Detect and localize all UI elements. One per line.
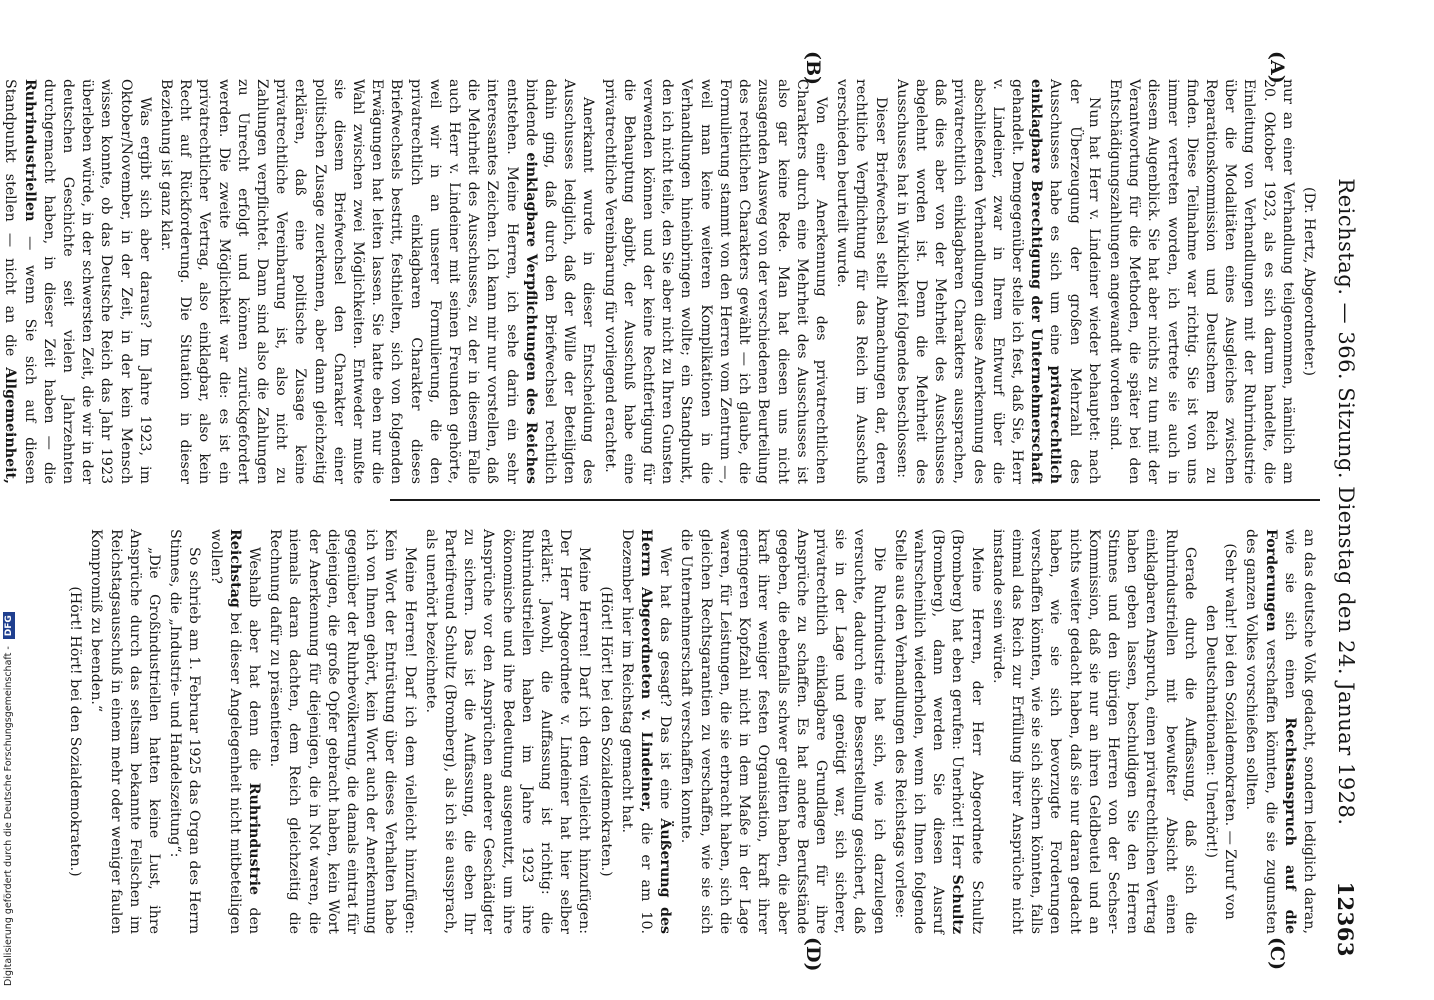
paragraph: Weshalb aber hat denn die Ruhrindustrie den Reichstag bei dieser Angelegenheit nicht mitbeteiligen wollen? <box>207 529 263 935</box>
margin-mark-c: (C) <box>1266 937 1288 971</box>
column-divider <box>390 499 1320 501</box>
paragraph: Gerade durch die Auffassung, daß sich die Ruhrindustriellen mit bewußter Absicht einen einklagbaren Anspruch, einen privatrechtlichen Vertrag haben geben lassen, beschuldigen Sie den Herren Stinnes und den übrigen Herren von der Sechser-Kommission, daß sie nur an ihren Geldbeutel und an nichts weiter gedacht haben, daß sie nur daran gedacht haben, wie sie sich bevorzugte Forderungen verschaffen könnten, wie sie sich sichern könnten, falls einmal das Reich zur Erfüllung ihrer Ansprüche nicht imstande sein würde. <box>989 529 1198 934</box>
interjection: (Hört! Hört! bei den Sozialdemokraten.) <box>597 586 614 877</box>
left-column <box>2 79 1318 484</box>
page-number: 12363 <box>1333 881 1358 957</box>
emphasis: Schultz <box>949 874 966 935</box>
paragraph: So schrieb am 1. Februar 1925 das Organ des Herrn Stinnes, die „Industrie- und Handelszeitung“: <box>167 529 203 934</box>
dfg-logo: DFG <box>3 612 15 639</box>
emphasis: einklagbare Verpflichtungen des Reiches <box>522 152 539 484</box>
paragraph: Meine Herren! Darf ich dem vielleicht hinzufügen: Kein Wort der Entrüstung über dieses Verhalten habe ich von Ihnen gehört, kein Wort auch der Anerkennung gegenüber der Ruhrbevölkerung, die damals eintrat für diejenigen, die große Opfer gebracht haben, kein Wort der Anerkennung für diejenigen, die in Not waren, die niemals daran dachten, dem Reich gleichzeitig die Rechnung dafür zu präsentieren. <box>267 529 418 934</box>
emphasis: Allgemeinheit, <box>2 367 19 484</box>
interjection: (Hört! Hört! bei den Sozialdemokraten.) <box>67 586 84 877</box>
margin-mark-a: (A) <box>1266 51 1288 84</box>
block-quote: Die Ruhrindustrie hat sich, wie ich darzulegen versuchte, dadurch eine Besserstellung gesichert, daß sie in der Lage und genötigt war, sich sicherer, privatrechtlich einklagbare Grundlagen für ihre Ansprüche zu schaffen. Es hat andere Berufsstände gegeben, die ebenfalls schwer gelitten haben, die aber kraft ihrer weniger festen Organisation, kraft ihrer geringeren Kopfzahl nicht in dem Maße in der Lage waren, für Leistungen, die sie erbracht haben, sich die gleichen Rechtsgarantien zu verschaffen, wie sie sich die Unternehmerschaft verschaffen konnte. <box>678 529 887 934</box>
funding-note <box>2 14 19 986</box>
header-title: Reichstag. — 366. Sitzung. Dienstag den 24. Januar 1928. <box>1334 178 1358 826</box>
block-quote: „Die Großindustriellen hatten keine Lust, ihre Ansprüche durch das seltsam bekannte Feilschen im Reichstagsausschuß in einem mehr oder weniger faulen Kompromiß zu beenden.“ <box>88 529 163 934</box>
paragraph: Was ergibt sich aber daraus? Im Jahre 1923, im Oktober/November, in der Zeit, in der kein Mensch wissen konnte, ob das Deutsche Reich das Jahr 1923 überleben würde, in der schwersten Zeit, die wir in der deutschen Geschichte seit vielen Jahrzehnten durchgemacht haben, in dieser Zeit haben — die Ruhrindustriellen — wenn Sie sich auf diesen Standpunkt stellen — nicht an die Allgemeinheit, <box>0 79 154 484</box>
emphasis: Ruhrindustrie <box>246 782 263 896</box>
emphasis: Ruhrindustriellen <box>21 79 38 222</box>
speaker-line: (Dr. Hertz, Abgeordneter.) <box>1301 186 1317 376</box>
emphasis: Äußerung des Herrn Abgeordneten v. Lindeiner, <box>638 529 674 934</box>
interjection: (Sehr wahr! bei den Sozialdemokraten. — Zuruf von den Deutschnationalen: Unerhört!) <box>1202 543 1239 920</box>
block-quote: Dieser Briefwechsel stellt Abmachungen dar, deren rechtliche Verpflichtung für das Reich im Ausschuß verschieden beurteilt wurde. <box>834 79 889 484</box>
paragraph: Anerkannt wurde in dieser Entscheidung des Ausschusses lediglich, daß der Wille der Beteiligten dahin ging, daß durch den Briefwechsel rechtlich bindende einklagbare Verpflichtungen des Reiches entstehen. Meine Herren, ich sehe darin ein sehr interessantes Zeichen. Ich kann mir nur vorstellen, daß die Mehrheit des Ausschusses, zu der in diesem Falle auch Herr v. Lindeiner mit seinen Freunden gehörte, weil wir in an unserer Formulierung, die den privatrechtlich einklagbaren Charakter dieses Briefwechsels bestritt, festhielten, sich von folgenden Erwägungen hat leiten lassen. Sie hatte eben nur die Wahl zwischen zwei Möglichkeiten. Entweder mußte sie diesem Briefwechsel den Charakter einer politischen Zusage zuerkennen, aber dann gleichzeitig erklären, daß eine politische Zusage keine privatrechtliche Vereinbarung ist, also nicht zu Zahlungen verpflichtet. Dann sind also die Zahlungen zu Unrecht erfolgt und können zurückgefordert werden. Die zweite Möglichkeit war die: es ist ein privatrechtlicher Vertrag, also einklagbar, also kein Recht auf Rückforderung. Die Situation in dieser Beziehung ist ganz klar. <box>158 79 597 484</box>
right-column <box>67 529 1318 935</box>
paragraph: Wer hat das gesagt? Das ist eine Äußerung des Herrn Abgeordneten v. Lindeiner, die er am 10. Dezember hier im Reichstag gemacht hat. <box>618 529 674 934</box>
paragraph: Nun hat Herr v. Lindeiner wieder behauptet: nach der Überzeugung der großen Mehrzahl des Ausschusses habe es sich um eine privatrechtlich einklagbare Berechtigung der Unternehmerschaft gehandelt. Demgegenüber stelle ich fest, daß Sie, Herr v. Lindeiner, zwar in Ihrem Entwurf über die abschließenden Verhandlungen diese Anerkennung des privatrechtlich einklagbaren Charakters aussprachen, daß dies aber von der Mehrheit des Ausschusses abgelehnt worden ist. Denn die Mehrheit des Ausschusses hat in Wirklichkeit folgendes beschlossen: <box>893 79 1102 484</box>
paragraph: an das deutsche Volk gedacht, sondern lediglich daran, wie sie sich einen Rechtsanspruch auf die Forderungen verschaffen könnten, die sie zugunsten des ganzen Volkes vorschießen sollten. <box>1243 529 1317 935</box>
funding-text: Digitalisierung gefördert durch die Deutsche Forschungsgemeinschaft - <box>3 646 14 986</box>
paragraph: nur an einer Verhandlung teilgenommen, nämlich am 20. Oktober 1923, als es sich darum handelte, die Einleitung von Verhandlungen mit der Ruhrindustrie über die Modalitäten eines Ausgleiches zwischen Reparationskommission und Deutschem Reich zu finden. Diese Teilnahme war richtig. Sie ist von uns immer vertreten worden, ich vertrete sie auch in diesem Augenblick. Sie hat aber nichts zu tun mit der Verantwortung für die Methoden, die später bei den Entschädigungszahlungen angewandt worden sind. <box>1106 79 1296 484</box>
margin-mark-d: (D) <box>802 937 824 972</box>
emphasis: privatrechtlich einklagbare Berechtigung der Unternehmerschaft <box>1028 79 1064 484</box>
emphasis: Rechtsanspruch auf die Forderungen <box>1262 529 1298 935</box>
paragraph: Meine Herren! Darf ich dem vielleicht hinzufügen: Der Herr Abgeordnete v. Lindeiner hat hier selber erklärt: Jawohl, die Auffassung ist richtig: die Ruhrindustriellen haben im Jahre 1923 ihre ökonomische und ihre Bedeutung ausgenutzt, um ihre Ansprüche vor den Ansprüchen anderer Geschädigter zu sichern. Das ist die Auffassung, die eben Ihr Parteifreund Schultz (Bromberg), als ich sie aussprach, als unerhört bezeichnete. <box>422 529 593 934</box>
margin-mark-b: (B) <box>802 51 824 86</box>
paragraph: Von einer Anerkennung des privatrechtlichen Charakters durch eine Mehrheit des Ausschusses ist also gar keine Rede. Man hat diesen uns nicht zusagenden Ausweg von der verschiedenen Beurteilung des rechtlichen Charakters gewählt — ich glaube, die Formulierung stammt von den Herren vom Zentrum —, weil man keine weiteren Komplikationen in die Verhandlungen hineinbringen wollte; ein Standpunkt, den ich nicht teile, den Sie aber nicht zu Ihren Gunsten verwenden können und der keine Rechtfertigung für die Behauptung abgibt, der Ausschuß habe eine privatrechtliche Vereinbarung für vorliegend erachtet. <box>601 79 829 484</box>
paragraph: Meine Herren, der Herr Abgeordnete Schultz (Bromberg) hat eben gerufen: Unerhört! Herr Schultz (Bromberg), dann werden Sie diesen Ausruf wahrscheinlich wiederholen, wenn ich Ihnen folgende Stelle aus den Verhandlungen des Reichstags vorlese: <box>891 529 985 935</box>
emphasis: Reichstag <box>226 529 243 608</box>
page-header <box>1326 47 1362 957</box>
